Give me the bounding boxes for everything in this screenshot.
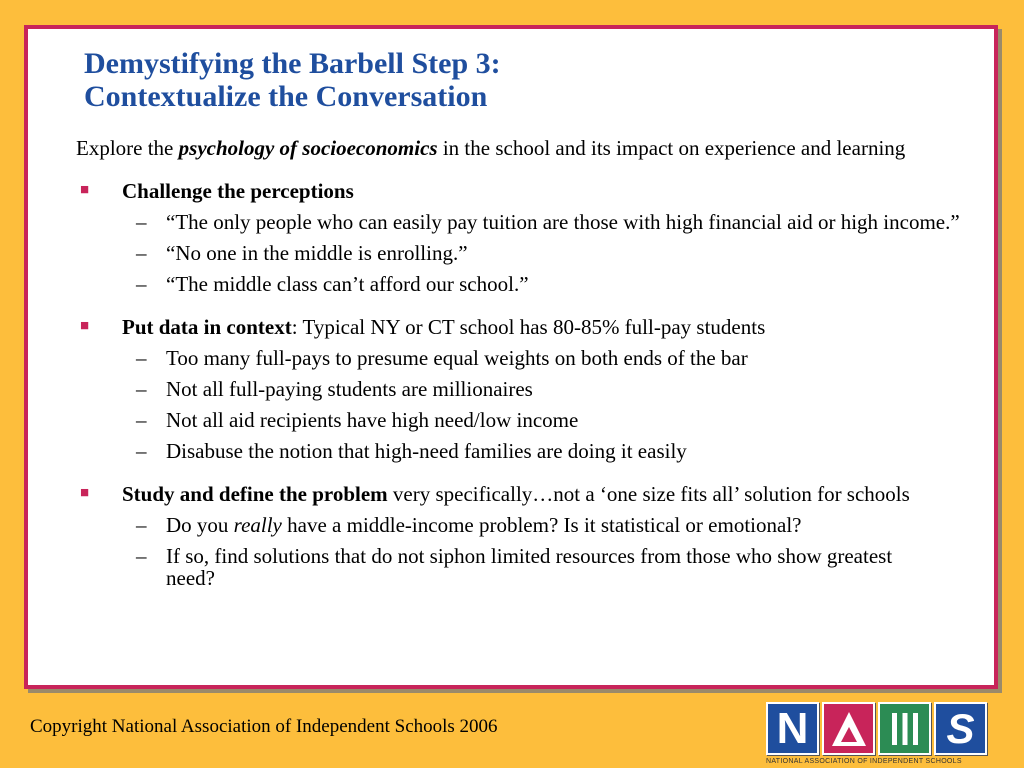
slide-frame xyxy=(24,25,998,689)
sub-item xyxy=(76,514,966,536)
sub-item xyxy=(76,242,966,264)
sub-item xyxy=(76,347,806,369)
sub-item-text: Not all aid recipients have high need/low income xyxy=(166,408,579,432)
intro-paragraph xyxy=(76,137,966,159)
bullet-define-problem xyxy=(76,483,922,505)
logo-tile-bars-icon xyxy=(878,702,931,755)
copyright-footer: Copyright National Association of Independent Schools 2006 xyxy=(30,716,498,737)
sub-item xyxy=(76,545,926,589)
sub-item-text: Disabuse the notion that high-need families are doing it easily xyxy=(166,439,687,463)
dash-marker: – xyxy=(136,210,147,234)
bullet-text: : Typical NY or CT school has 80-85% full-pay students xyxy=(291,315,766,339)
sub-item-text: “No one in the middle is enrolling.” xyxy=(166,241,468,265)
logo-tile-s: S xyxy=(934,702,987,755)
sub-item xyxy=(76,273,966,295)
intro-text-before: Explore the xyxy=(76,136,179,160)
sub-item-text: If so, find solutions that do not siphon limited resources from those who show greatest need? xyxy=(166,544,893,590)
sub-item-text: Do you xyxy=(166,513,234,537)
bullet-marker-icon: ■ xyxy=(80,318,90,334)
nais-logo xyxy=(766,702,990,768)
title-line-2: Contextualize the Conversation xyxy=(84,80,488,113)
dash-marker: – xyxy=(136,544,147,568)
bullet-data-in-context xyxy=(76,316,966,338)
bullet-heading: Challenge the perceptions xyxy=(122,179,354,203)
dash-marker: – xyxy=(136,241,147,265)
sub-item-emphasis: really xyxy=(233,513,282,537)
slide-content xyxy=(76,137,966,610)
bullet-heading: Put data in context xyxy=(122,315,292,339)
sub-list-perceptions xyxy=(76,211,966,295)
sub-list-data xyxy=(76,347,966,462)
sub-item xyxy=(76,211,966,233)
logo-tile-a-icon xyxy=(822,702,875,755)
three-bars-icon xyxy=(887,709,923,749)
sub-item-text: “The only people who can easily pay tuition are those with high financial aid or high income.” xyxy=(166,210,960,234)
title-line-1: Demystifying the Barbell Step 3: xyxy=(84,47,501,80)
logo-tiles xyxy=(766,702,990,755)
bullet-text: very specifically…not a ‘one size fits all’ solution for schools xyxy=(387,482,910,506)
slide-title xyxy=(84,47,501,113)
logo-tile-n: N xyxy=(766,702,819,755)
sub-item xyxy=(76,378,966,400)
dash-marker: – xyxy=(136,272,147,296)
sub-item xyxy=(76,409,966,431)
bullet-challenge-perceptions xyxy=(76,180,966,202)
sub-item-text: Too many full-pays to presume equal weights on both ends of the bar xyxy=(166,346,748,370)
sub-list-problem xyxy=(76,514,966,589)
sub-item xyxy=(76,440,966,462)
intro-emphasis: psychology of socioeconomics xyxy=(178,136,438,160)
dash-marker: – xyxy=(136,346,147,370)
dash-marker: – xyxy=(136,408,147,432)
bullet-heading: Study and define the problem xyxy=(122,482,388,506)
logo-caption: NATIONAL ASSOCIATION OF INDEPENDENT SCHOOLS xyxy=(766,758,962,765)
sub-item-text: have a middle-income problem? Is it statistical or emotional? xyxy=(281,513,802,537)
triangle-icon xyxy=(829,709,869,749)
sub-item-text: “The middle class can’t afford our school.” xyxy=(166,272,529,296)
dash-marker: – xyxy=(136,513,147,537)
dash-marker: – xyxy=(136,439,147,463)
sub-item-text: Not all full-paying students are millionaires xyxy=(166,377,533,401)
bullet-marker-icon: ■ xyxy=(80,182,90,198)
bullet-marker-icon: ■ xyxy=(80,485,90,501)
intro-text-after: in the school and its impact on experience and learning xyxy=(437,136,906,160)
dash-marker: – xyxy=(136,377,147,401)
